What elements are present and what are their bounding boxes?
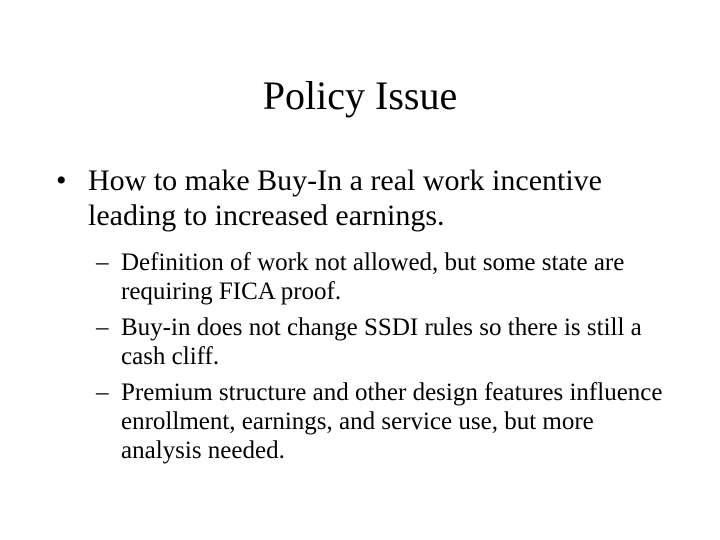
sub-bullet-text: Definition of work not allowed, but some state are requiring FICA proof.	[121, 249, 625, 305]
slide-title: Policy Issue	[262, 73, 458, 118]
sub-bullet-item	[96, 248, 676, 306]
sub-bullet-list	[96, 248, 676, 472]
bullet-text: How to make Buy-In a real work incentive leading to increased earnings.	[88, 164, 602, 232]
bullet-marker: •	[56, 164, 67, 197]
sub-bullet-text: Premium structure and other design features influence enrollment, earnings, and service use, but more analysis needed.	[121, 379, 663, 464]
sub-bullet-item	[96, 378, 676, 465]
sub-bullet-marker: –	[96, 249, 109, 276]
sub-bullet-marker: –	[96, 379, 109, 406]
sub-bullet-text: Buy-in does not change SSDI rules so there is still a cash cliff.	[121, 314, 642, 370]
sub-bullet-item	[96, 313, 676, 371]
sub-bullet-marker: –	[96, 314, 109, 341]
bullet-item	[56, 163, 676, 233]
